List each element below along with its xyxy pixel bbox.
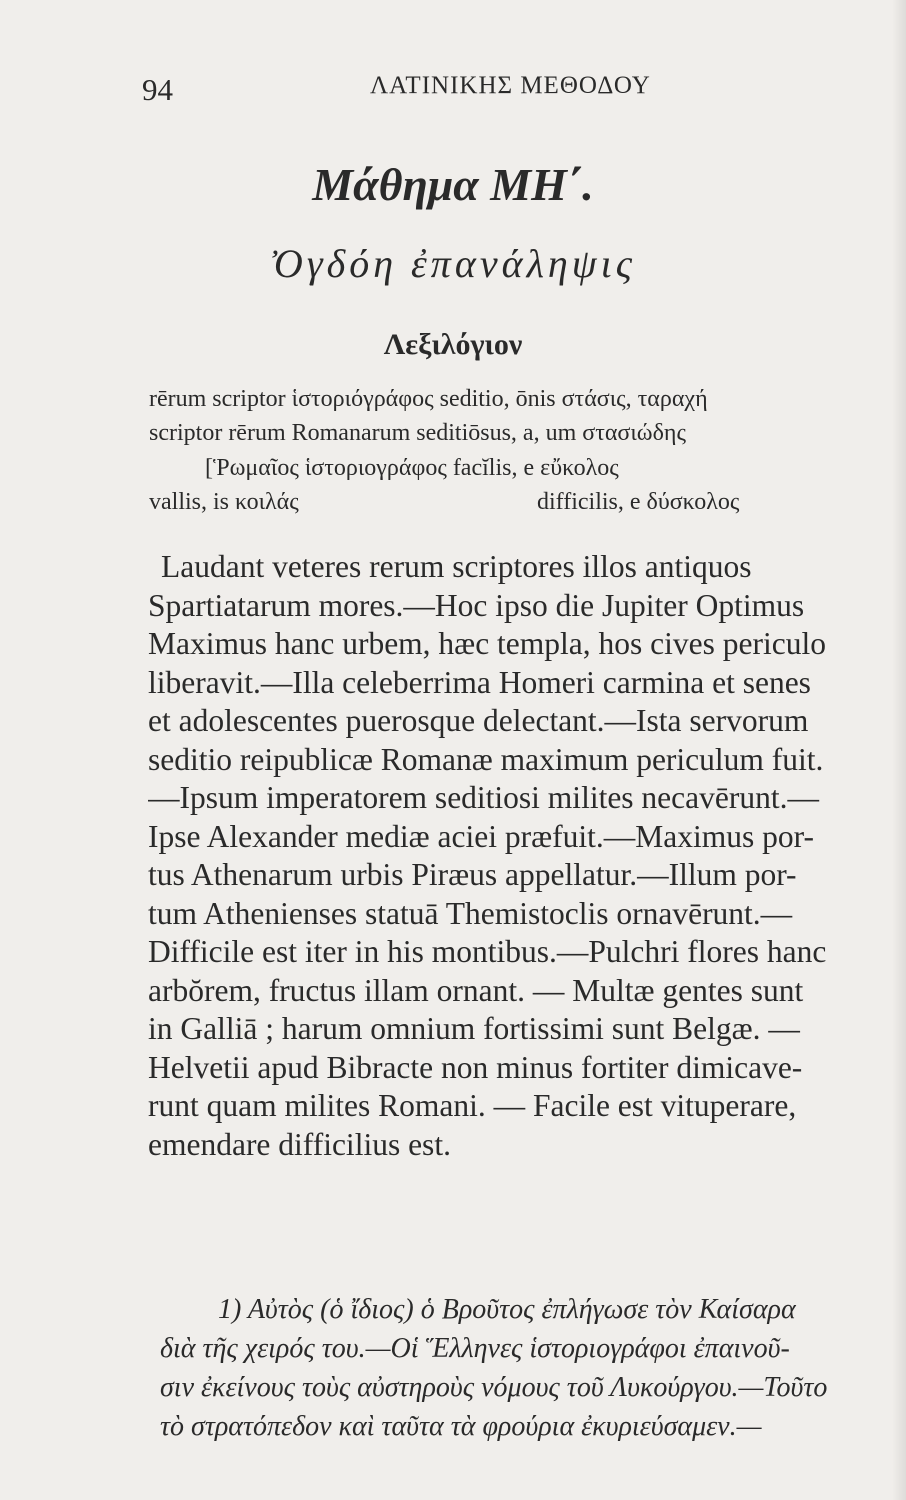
latin-line: —Ipsum imperatorem seditiosi milites necavērunt.—: [148, 780, 819, 815]
greek-line: 1) Αὐτὸς (ὁ ἴδιος) ὁ Βρoῦτος ἐπλήγωσε τὸν Καίσαρα: [218, 1294, 796, 1325]
latin-line: liberavit.—Illa celeberrima Homeri carmina et senes: [148, 664, 811, 700]
latin-line: et adolescentes puerosque delectant.—Ista servorum: [148, 703, 809, 738]
latin-line: Laudant veteres rerum scriptores illos antiquos: [161, 549, 752, 584]
latin-line: Ipse Alexander mediæ aciei præfuit.—Maximus por-: [148, 818, 814, 854]
page-number: 94: [142, 72, 173, 107]
running-title: ΛΑΤΙΝΙΚΗΣ ΜΕΘΟΔΟΥ: [370, 72, 651, 99]
latin-line: runt quam milites Romani. — Facile est vituperare,: [148, 1088, 797, 1123]
lesson-title: Μάθημα ΜΗ΄.: [312, 159, 594, 210]
vocabulary-line: rērum scriptor ἱστοριόγράφος seditio, ōnis στάσις, ταραχή: [149, 386, 708, 412]
latin-line: arbŏrem, fructus illam ornant. — Multæ gentes sunt: [148, 972, 804, 1008]
latin-line: tum Athenienses statuā Themistoclis ornavērunt.—: [148, 895, 793, 931]
latin-line: emendare difficilius est.: [148, 1126, 451, 1162]
latin-line: Helvetii apud Bibracte non minus fortiter dimicave-: [148, 1049, 803, 1085]
latin-line: seditio reipublicæ Romanæ maximum periculum fuit.: [148, 741, 824, 777]
vocabulary-line: [Ῥωμαῖος ἱστοριογράφος facĭlis, e εὔκολος: [205, 455, 619, 481]
vocabulary-line: scriptor rērum Romanarum seditiōsus, a, um στασιώδης: [149, 420, 686, 446]
latin-line: in Galliā ; harum omnium fortissimi sunt Belgæ. —: [148, 1011, 800, 1046]
greek-line: σιν ἐκείνους τοὺς αὐστηροὺς νόμους τοῦ Λυκούργου.—Τοῦτο: [160, 1372, 828, 1403]
greek-exercise: [160, 1290, 900, 1446]
greek-line: διὰ τῆς χειρός του.—Οἱ Ἕλληνες ἱστοριογράφοι ἐπαινοῦ-: [160, 1333, 790, 1364]
latin-exercise: [148, 548, 900, 1164]
greek-line: τὸ στρατόπεδον καὶ ταῦτα τὰ φρούρια ἐκυριεύσαμεν.—: [160, 1411, 762, 1442]
latin-line: tus Athenarum urbis Piræus appellatur.—Illum por-: [148, 857, 797, 892]
vocabulary-line: difficilis, e δύσκολος: [537, 489, 740, 515]
vocabulary-heading: Λεξιλόγιον: [383, 328, 523, 361]
vocabulary-line: vallis, is κοιλάς: [149, 489, 299, 515]
latin-line: Maximus hanc urbem, hæc templa, hos cives periculo: [148, 626, 826, 661]
latin-line: Spartiatarum mores.—Hoc ipso die Jupiter Optimus: [148, 587, 805, 623]
latin-line: Difficile est iter in his montibus.—Pulchri flores hanc: [148, 934, 827, 969]
lesson-subtitle: Ὀγδόη ἐπανάληψις: [270, 241, 636, 286]
